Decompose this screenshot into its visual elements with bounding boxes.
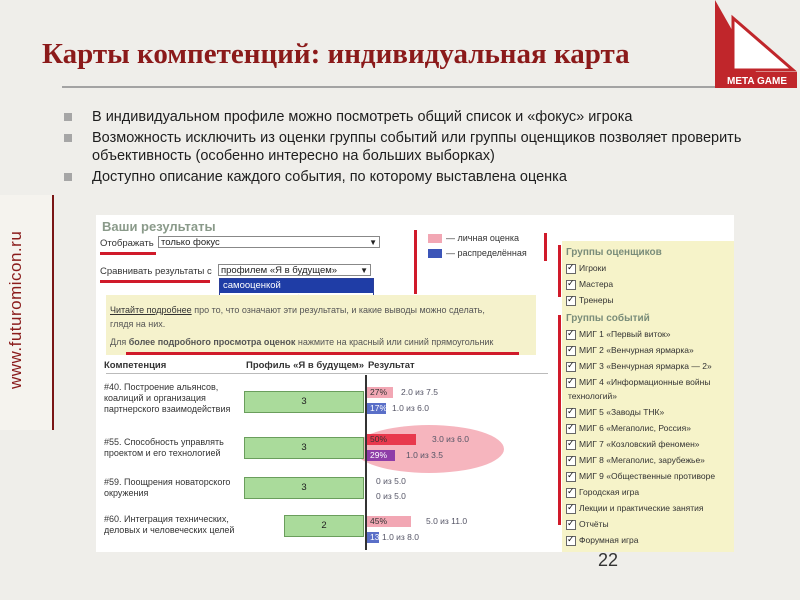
filter-checkbox[interactable]: ✓Отчёты (566, 519, 609, 530)
filter-checkbox[interactable]: ✓МИГ 1 «Первый виток» (566, 329, 671, 340)
filter-checkbox[interactable]: ✓Мастера (566, 279, 613, 290)
checkbox-icon (566, 330, 576, 340)
checkbox-icon (566, 346, 576, 356)
checkbox-icon (566, 440, 576, 450)
table-row: #59. Поощрения новаторского окружения (104, 477, 231, 498)
legend: — личная оценка — распределённая (428, 233, 527, 258)
filter-checkbox[interactable]: ✓Лекции и практические занятия (566, 503, 704, 514)
dropdown-option-self[interactable]: самооценкой (220, 279, 373, 293)
checkbox-icon (566, 408, 576, 418)
checkbox-icon (566, 456, 576, 466)
red-marker (544, 233, 547, 261)
filter-checkbox[interactable]: ✓МИГ 6 «Мегаполис, Россия» (566, 423, 691, 434)
table-header-divider (106, 373, 548, 374)
red-underline (301, 352, 519, 355)
events-group-title: Группы событий (566, 313, 650, 324)
col-competence: Компетенция (104, 360, 167, 371)
table-row: #40. Построение альянсов, коалиций и организация партнерского взаимодействия (104, 382, 231, 414)
checkbox-icon (566, 296, 576, 306)
red-underline (126, 352, 301, 355)
read-more-link[interactable]: Читайте подробнее (110, 305, 192, 315)
checkbox-icon (566, 488, 576, 498)
bullet-square-icon (64, 134, 72, 142)
profile-bar[interactable]: 3 (244, 391, 364, 413)
legend-distributed-swatch (428, 249, 442, 258)
table-row: #55. Способность управлять проектом и его технологией (104, 437, 224, 458)
col-result: Результат (368, 360, 415, 371)
bullet-item: Доступно описание каждого события, по которому выставлена оценка (62, 168, 782, 186)
bullet-item: В индивидуальном профиле можно посмотреть общий список и «фокус» игрока (62, 108, 782, 126)
filter-checkbox-label-cont: технологий» (568, 391, 617, 401)
checkbox-icon (566, 362, 576, 372)
red-marker (558, 245, 561, 297)
svg-text:META GAME: META GAME (727, 76, 787, 87)
distributed-bar[interactable]: 29% (366, 450, 395, 461)
compare-select[interactable]: профилем «Я в будущем» ▼ (218, 264, 371, 276)
show-select[interactable]: только фокус ▼ (158, 236, 380, 248)
legend-personal-swatch (428, 234, 442, 243)
bullet-item: Возможность исключить из оценки группы событий или группы оценщиков позволяет проверить объективность (особенно интересно на больших выборках) (62, 129, 782, 165)
filter-checkbox[interactable]: ✓МИГ 8 «Мегаполис, зарубежье» (566, 455, 705, 466)
filter-checkbox[interactable]: ✓МИГ 9 «Общественные противоре (566, 471, 715, 482)
raters-group-title: Группы оценщиков (566, 247, 662, 258)
bullet-square-icon (64, 113, 72, 121)
profile-bar[interactable]: 2 (284, 515, 364, 537)
personal-bar[interactable]: 27% (366, 387, 393, 398)
col-profile: Профиль «Я в будущем» (246, 360, 365, 371)
highlight-ellipse (354, 425, 504, 473)
filter-checkbox[interactable]: ✓МИГ 3 «Венчурная ярмарка — 2» (566, 361, 712, 372)
profile-bar[interactable]: 3 (244, 437, 364, 459)
filter-checkbox[interactable]: ✓Городская игра (566, 487, 639, 498)
profile-divider-line (365, 375, 367, 550)
results-title: Ваши результаты (102, 219, 216, 234)
slide-title: Карты компетенций: индивидуальная карта (42, 38, 630, 70)
checkbox-icon (566, 472, 576, 482)
filter-checkbox[interactable]: ✓МИГ 7 «Козловский феномен» (566, 439, 700, 450)
checkbox-icon (566, 424, 576, 434)
dropdown-arrow-icon: ▼ (369, 238, 377, 247)
checkbox-icon (566, 264, 576, 274)
bullet-list (62, 108, 782, 189)
checkbox-icon (566, 520, 576, 530)
table-row: #60. Интеграция технических, деловых и человеческих целей (104, 514, 235, 535)
filter-checkbox[interactable]: ✓МИГ 2 «Венчурная ярмарка» (566, 345, 694, 356)
checkbox-icon (566, 504, 576, 514)
distributed-bar[interactable]: 17% (366, 403, 386, 414)
filter-checkbox[interactable]: ✓Игроки (566, 263, 606, 274)
dropdown-arrow-icon: ▼ (360, 266, 368, 275)
show-label: Отображать (100, 238, 154, 249)
bullet-square-icon (64, 173, 72, 181)
title-divider (62, 86, 727, 88)
profile-bar[interactable]: 3 (244, 477, 364, 499)
results-screenshot: Ваши результаты Отображать только фокус ▼ Сравнивать результаты с профилем «Я в будущем» ▼ самооценкой Читайте подробнее про то, что означают эти результаты, и какие выводы можно сделать, глядя на них. Для более подробного просмотра оценок нажмите на красный или синий прямоугольник — личная оценка — распределённая Компетенция Профиль «Я в будущем» Результат #40. Построение альянсов, коалиций и организация партнерского взаимодействия 3 27% 2.0 из 7.5 17% 1.0 из 6.0 #55. Способность управлять проектом и его технологией 3 50% 3.0 из 6.0 29% 1.0 из 3.5 #59. Поощрения новаторского окружения 3 0 из 5.0 0 из 5.0 #60. Интеграция технических, деловых и человеческих целей 2 45% 5.0 из 11.0 13% 1.0 из 8.0 Группы оценщиков ✓Игроки ✓Мастера ✓Тренеры Группы событий ✓МИГ 1 «Первый виток» ✓МИГ 2 «Венчурная ярмарка» ✓МИГ 3 «Венчурная ярмарка — 2» ✓МИГ 4 «Информационные войны технологий» ✓МИГ 5 «Заводы ТНК» ✓МИГ 6 «Мегаполис, Россия» ✓МИГ 7 «Козловский феномен» ✓МИГ 8 «Мегаполис, зарубежье» ✓МИГ 9 «Общественные противоре ✓Городская игра ✓Лекции и практические занятия ✓Отчёты ✓Форумная игра (96, 215, 734, 552)
filter-panel (562, 241, 734, 552)
personal-bar[interactable]: 45% (366, 516, 411, 527)
page-number: 22 (598, 550, 619, 570)
logo-sail-right-icon (733, 18, 793, 70)
filter-checkbox[interactable]: ✓МИГ 5 «Заводы ТНК» (566, 407, 664, 418)
red-marker (558, 315, 561, 525)
red-underline (100, 280, 210, 283)
distributed-bar[interactable]: 13% (366, 532, 379, 543)
site-url: www.futuromicon.ru (6, 230, 25, 390)
red-marker (414, 230, 417, 294)
checkbox-icon (566, 536, 576, 546)
meta-game-logo (705, 0, 800, 100)
personal-bar[interactable]: 50% (366, 434, 416, 445)
checkbox-icon (566, 280, 576, 290)
checkbox-icon (566, 378, 576, 388)
filter-checkbox[interactable]: ✓Форумная игра (566, 535, 639, 546)
info-note: Читайте подробнее про то, что означают эти результаты, и какие выводы можно сделать, глядя на них. Для более подробного просмотра оценок нажмите на красный или синий прямоугольник (106, 295, 536, 355)
filter-checkbox[interactable]: ✓МИГ 4 «Информационные войны (566, 377, 710, 388)
red-underline (100, 252, 156, 255)
filter-checkbox[interactable]: ✓Тренеры (566, 295, 613, 306)
compare-label: Сравнивать результаты с (100, 266, 212, 277)
